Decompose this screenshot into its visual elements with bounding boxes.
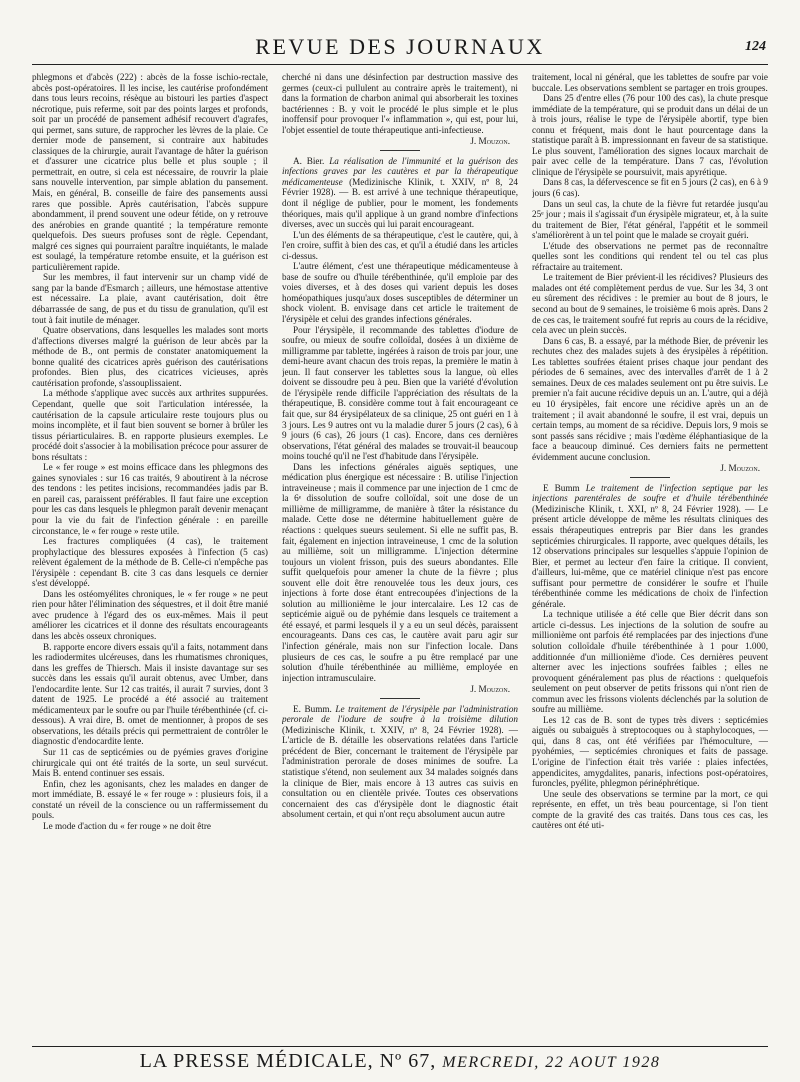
paragraph: Le « fer rouge » est moins efficace dans les phlegmons des gaines synoviales : sur 16 cas traités, 9 aboutirent à la nécrose des tendons : les petites incisions, recommandées jadis par B. en pareil cas, paraissent préférables. Il faut faire une exception pour les cas dans lesquels le phlegmon paraît devenir menaçant pour la vie du fait de l'infection générale : en pareille circonstance, le « fer rouge » reste utile.	[32, 462, 268, 536]
paragraph: Dans 8 cas, la défervescence se fit en 5 jours (2 cas), en 6 à 9 jours (6 cas).	[532, 177, 768, 199]
article-heading	[282, 704, 518, 820]
column-middle	[282, 72, 518, 1038]
paragraph: Le traitement de Bier prévient-il les récidives? Plusieurs des malades ont été complètement perdus de vue. Sur les 34, 3 ont eu sûrement des récidives : le premier au bout de 8 jours, le second au bout de 9 semaines, le troisième 6 mois après. Dans 2 de ces cas, le traitement soufré fut repris au cours de la récidive, cela avec un plein succès.	[532, 272, 768, 336]
footer-journal: LA PRESSE MÉDICALE, Nº 67,	[139, 1050, 437, 1072]
article-author: E. Bumm.	[293, 703, 332, 714]
paragraph: Quatre observations, dans lesquelles les malades sont morts d'affections diverses malgré la guérison de leur abcès par la méthode de B., ont permis de constater anatomiquement la bonne qualité des cicatrices après guérison des cautérisations profondes. Bien plus, des cicatrices vicieuses, après cautérisation profonde, s'assouplissaient.	[32, 325, 268, 388]
paragraph: Une seule des observations se termine par la mort, ce qui représente, en effet, un très beau pourcentage, si l'on tient compte de la gravité des cas traités. Dans tous ces cas, les cautères ont été uti-	[532, 788, 768, 831]
paragraph: Pour l'érysipèle, il recommande des tablettes d'iodure de soufre, ou mieux de soufre colloïdal, dosées à un dixième de milligramme par tablette, ingérées à raison de trois par jour, une demi-heure avant chacun des trois repas, la première le matin à jeun. Il faut conserver les tablettes sous la langue, où elles doivent se dissoudre peu à peu. Bien que la variété d'évolution de l'érysipèle rende difficile l'appréciation des résultats de la thérapeutique, B. considère comme tout à fait encourageant ce fait que, sur 84 érysipélateux de sa clinique, 25 ont guéri en 1 à 3 jours. Les 9 autres ont vu la maladie durer 5 jours (2 cas), 6 à 9 jours (6 cas), 26 jours (1 cas). Encore, dans ces dernières observations, l'état général des malades se trouvait-il beaucoup moins touché qu'il ne l'est d'habitude dans l'érysipèle.	[282, 324, 518, 462]
article-separator	[630, 477, 670, 478]
article-text: Le présent article développe de même les résultats cliniques des essais thérapeutiques entrepris par Bier dans les grandes septicémies chirurgicales. Il rapporte, avec quelques détails, les 12 observations principales sur lesquelles s'appuie l'opinion de Bier, et permet au lecteur d'en faire la critique. Il convient, d'ailleurs, lui-même, que ce matériel clinique n'est pas encore suffisant pour permettre de considérer le soufre et l'huile térébenthinée comme les médications de choix de l'infection générale.	[532, 503, 768, 609]
column-right	[532, 72, 768, 1038]
paragraph: L'autre élément, c'est une thérapeutique médicamenteuse à base de soufre ou d'huile térébenthinée, qu'il emploie par des voies diverses, et à des doses qui varient depuis les doses homéopathiques jusqu'aux doses susceptibles de déterminer un shock violent. B. envisage dans cet article le traitement de l'érysipèle et celui des grandes infections générales.	[282, 261, 518, 325]
text-columns	[32, 72, 768, 1038]
paragraph: phlegmons et d'abcès (222) : abcès de la fosse ischio-rectale, abcès post-opératoires. Il les incise, les cautérise profondément dans tous leurs recoins, résèque au bistouri les parties d'aspect nécrotique, puis referme, soit par des points larges et profonds, soit par un procédé de pansement adhésif recouvert d'agrafes, qui permet, sans suture, de rapprocher les lèvres de la plaie. Ce dernier mode de pansement, si contraire aux habitudes classiques de la chirurgie, aurait l'avantage de hâter la guérison et d'assurer une cicatrice plus belle et plus souple ; il permettrait, en outre, si cela est nécessaire, de rouvrir la plaie sans nouvelle intervention, par simple ablation du pansement. Mais, en général, B. conseille de faire des pansements aussi rares que possible. Après cautérisation, l'abcès suppure abondamment, il prend souvent une odeur fétide, on y retrouve des anérobies en grande quantité ; la température remonte quelquefois. Des sueurs profuses sont de règle. Cependant, malgré ces signes qui pourraient paraître inquiétants, le malade est soulagé, la température retombe ensuite, et la guérison est particulièrement rapide.	[32, 72, 268, 272]
article-heading	[532, 483, 768, 610]
paragraph: L'étude des observations ne permet pas de reconnaître quelles sont les conditions qui rendent tel ou tel cas plus réfractaire au traitement.	[532, 240, 768, 272]
article-source: (Medizinische Klinik, t. XXI, nº 8, 24 Février 1928). —	[532, 503, 755, 514]
column-left	[32, 72, 268, 1038]
article-text: L'article de B. détaille les observations relatées dans l'article précédent de Bier, concernant le traitement de l'érysipèle par l'administration perorale de doses minimes de soufre. La statistique s'étend, non seulement aux 34 malades soignés dans la clinique de Bier, mais encore à 13 autres cas suivis en consultation ou en clientèle privée. Toutes ces observations concernaient des cas d'érysipèle dont le diagnostic était absolument certain, et qui n'ont reçu absolument aucun autre	[282, 735, 518, 820]
paragraph: Sur les membres, il faut intervenir sur un champ vidé de sang par la bande d'Esmarch ; ailleurs, une hémostase attentive est nécessaire. La plaie, avant cautérisation, doit être débarrassée de sang, de pus et du tissu de granulation, qu'il est tout à fait inutile de ménager.	[32, 272, 268, 325]
author-signature: J. Mouzon.	[720, 463, 760, 474]
paragraph: Le mode d'action du « fer rouge » ne doit être	[43, 820, 211, 831]
page-header	[20, 34, 780, 64]
paragraph: Dans 6 cas, B. a essayé, par la méthode Bier, de prévenir les rechutes chez des malades sujets à des érysipèles à répétition. Les tablettes soufrées étaient prises chaque jour pendant des périodes de 6 semaines, avec des intervalles d'arrêt de 1 à 2 semaines. Deux de ces malades seulement ont pu être suivis. Le premier n'a fait aucune récidive depuis un an. L'autre, qui a déjà eu 10 érysipèles, fait encore une récidive après un an de traitement ; il avait abandonné le soufre, il est vrai, depuis un certain temps, au moment de sa récidive. Depuis lors, 9 mois se sont passés sans récidive ; mais l'œdème éléphantiasique de la face a beaucoup diminué. Ces derniers faits ne permettent évidemment aucune conclusion.	[532, 335, 768, 462]
page-footer	[32, 1050, 768, 1076]
article-source: (Medizinische Klinik, t. XXIV, nº 8, 24 Février 1928). —	[282, 176, 518, 198]
paragraph: Dans un seul cas, la chute de la fièvre fut retardée jusqu'au 25ᵉ jour ; mais il s'agissait d'un érysipèle migrateur, et, à la suite du traitement de Bier, l'état général, l'appétit et le sommeil s'améliorèrent à un tel point que le malade se croyait guéri.	[532, 198, 768, 241]
paragraph: B. rapporte encore divers essais qu'il a faits, notamment dans les radiodermites ulcéreuses, dans les rhumatismes chroniques, dans les greffes de Thiersch. Mais il insiste davantage sur ses succès dans les essais qu'il aurait obtenus, avec Umber, dans l'endocardite lente. Sur 12 cas traités, il aurait 7 survies, dont 3 datent de 1925. Le procédé a été associé au traitement médicamenteux par le soufre ou par l'huile térébenthinée (cf. ci-dessous). A vrai dire, B. omet de mentionner, à propos de ses observations, les détails précis qui permettraient de contrôler le diagnostic d'endocardite lente.	[32, 641, 268, 747]
article-author: A. Bier.	[293, 155, 325, 166]
article-source: (Medizinische Klinik, t. XXIV, nº 8, 24 Février 1928). —	[282, 724, 518, 735]
paragraph: cherché ni dans une désinfection par destruction massive des germes (ceux-ci pullulent au contraire après le traitement), ni dans la formation de charbon animal qui absorberait les toxines bactériennes : B. y voit le procédé le plus simple et le plus inoffensif pour provoquer l'« inflammation », qui est, pour lui, l'objet essentiel de toute thérapeutique anti-infectieuse.	[282, 72, 518, 135]
footer-rule	[32, 1046, 768, 1047]
article-separator	[380, 150, 420, 151]
article-separator	[380, 698, 420, 699]
paragraph: Dans les infections générales aiguës septiques, une médication plus énergique est nécessaire : B. utilise l'injection intraveineuse ; mais il commence par une injection de 1 cmc de la 6ᵉ dissolution de soufre colloïdal, soit une dose de un millième de milligramme, de manière à tâter la résistance du malade. Cette dose ne détermine habituellement guère de réactions : quelques sueurs seulement. Si elle ne suffit pas, B. fait, également en injection intraveineuse, 1 cmc de la solution au millième, soit un milligramme. L'injection détermine toujours un violent frisson, puis des sueurs abondantes. Elle suffit quelquefois pour amener la chute de la fièvre ; plus souvent elle doit être renouvelée tous les deux jours, ces injections à forte dose étant entrecoupées d'injections de la solution au millionième le jour intercalaire. Les 12 cas de septicémie aiguë ou de pyhémie dans lesquels ce traitement a été essayé, et parmi lesquels il y a eu un seul décès, paraissent encourageants. Dans ces cas, le cautère avait paru agir sur l'infection générale, mais non sur l'infection locale. Dans plusieurs de ces cas, le soufre a pu être remplacé par une solution d'huile térébenthinée au millième, employée en injection intramusculaire.	[282, 461, 518, 683]
article-title: Le traitement de l'infection septique par les injections parentérales de soufre et d'huile térébenthinée	[532, 482, 768, 504]
paragraph: La méthode s'applique avec succès aux arthrites suppurées. Cependant, quelle que soit l'articulation intéressée, la cautérisation de la capsule articulaire reste toujours plus ou moins incomplète, et il faut bien souvent se borner à brûler les tissus périarticulaires. B. en rapporte plusieurs exemples. Le procédé doit s'associer à la mobilisation précoce pour assurer de bons résultats :	[32, 388, 268, 462]
paragraph: La technique utilisée a été celle que Bier décrit dans son article ci-dessus. Les injections de la solution de soufre au millionième ont parfois été remplacées par des injections d'une solution colloïdale d'huile térébenthinée à 1 pour 1.000, additionnée d'un millionième d'iode. Ces dernières peuvent alterner avec les injections soufrées faibles ; elles ne provoquent généralement pas plus de réactions : quelquefois seulement on peut observer de petits frissons qui n'ont rien de commun avec les frissons violents déclenchés par la solution de soufre au millième.	[532, 609, 768, 715]
paragraph: Les 12 cas de B. sont de types très divers : septicémies aiguës ou subaiguës à streptocoques ou à staphylocoques, — qui, dans 8 cas, ont été vérifiées par l'hémoculture, — pyohémies, — septicémies chroniques et faits de passage. L'origine de l'infection était très variée : plaies infectées, appendicites, amygdalites, panaris, infections post-opératoires, furoncles, pyélite, phlegmon périnéphrétique.	[532, 714, 768, 789]
author-signature: J. Mouzon.	[470, 136, 510, 147]
article-heading	[282, 156, 518, 230]
paragraph: Dans les ostéomyélites chroniques, le « fer rouge » ne peut rien pour hâter l'élimination des séquestres, et il doit être manié avec prudence à l'égard des os eux-mêmes. Mais il peut améliorer les cicatrices et il donne des résultats encourageants dans les abcès osseux chroniques.	[32, 588, 268, 641]
header-rule	[32, 64, 768, 65]
paragraph: Les fractures compliquées (4 cas), le traitement prophylactique des blessures exposées à l'infection (5 cas) relèvent également de la méthode de B. Celle-ci n'empêche pas l'érysipèle : cependant B. cite 3 cas dans lesquels ce dernier s'est développé.	[32, 536, 268, 589]
journal-section-title: REVUE DES JOURNAUX	[255, 34, 545, 59]
paragraph: L'un des éléments de sa thérapeutique, c'est le cautère, qui, à l'en croire, suffit à bien des cas, et qu'il a étudié dans les articles ci-dessus.	[282, 229, 518, 261]
paragraph: Sur 11 cas de septicémies ou de pyémies graves d'origine chirurgicale qui ont été traités de la sorte, un seul survécut. Mais B. entend continuer ses essais.	[32, 747, 268, 779]
article-text: B. est arrivé à une technique thérapeutique, dont il néglige de publier, pour le moment, les fondements théoriques, mais qu'il applique à un grand nombre d'infections diverses, avec un succès qui lui parait encourageant.	[282, 187, 518, 230]
article-title: La réalisation de l'immunité et la guérison des infections graves par les cautères et par la thérapeutique médicamenteuse	[282, 155, 518, 187]
paragraph: Dans 25 d'entre elles (76 pour 100 des cas), la chute presque immédiate de la température, qui se produit dans un délai de un à trois jours, réalise le type de l'érysipèle abortif, type bien connu et fréquent, mais dont le haut pourcentage dans la statistique paraît à B. impressionnant en faveur de sa statistique. Le plus souvent, l'amélioration des signes locaux marchait de pair avec celle de la température. Dans 7 cas, l'évolution clinique de l'érysipèle se poursuivit, mais apyrétique.	[532, 93, 768, 177]
article-author: E Bumm	[543, 482, 580, 493]
paragraph: Enfin, chez les agonisants, chez les malades en danger de mort immédiate, B. essayé le « fer rouge » : plusieurs fois, il a constaté un réveil de la conscience ou un raffermissement du pouls.	[32, 778, 268, 821]
page-number: 124	[745, 39, 766, 54]
author-signature: J. Mouzon.	[470, 684, 510, 695]
article-title: Le traitement de l'érysipèle par l'administration perorale de l'iodure de soufre à la troisième dilution	[282, 703, 518, 725]
footer-date: MERCREDI, 22 AOUT 1928	[442, 1054, 661, 1071]
paragraph: traitement, local ni général, que les tablettes de soufre par voie buccale. Les observations semblent se partager en trois groupes.	[532, 72, 768, 93]
